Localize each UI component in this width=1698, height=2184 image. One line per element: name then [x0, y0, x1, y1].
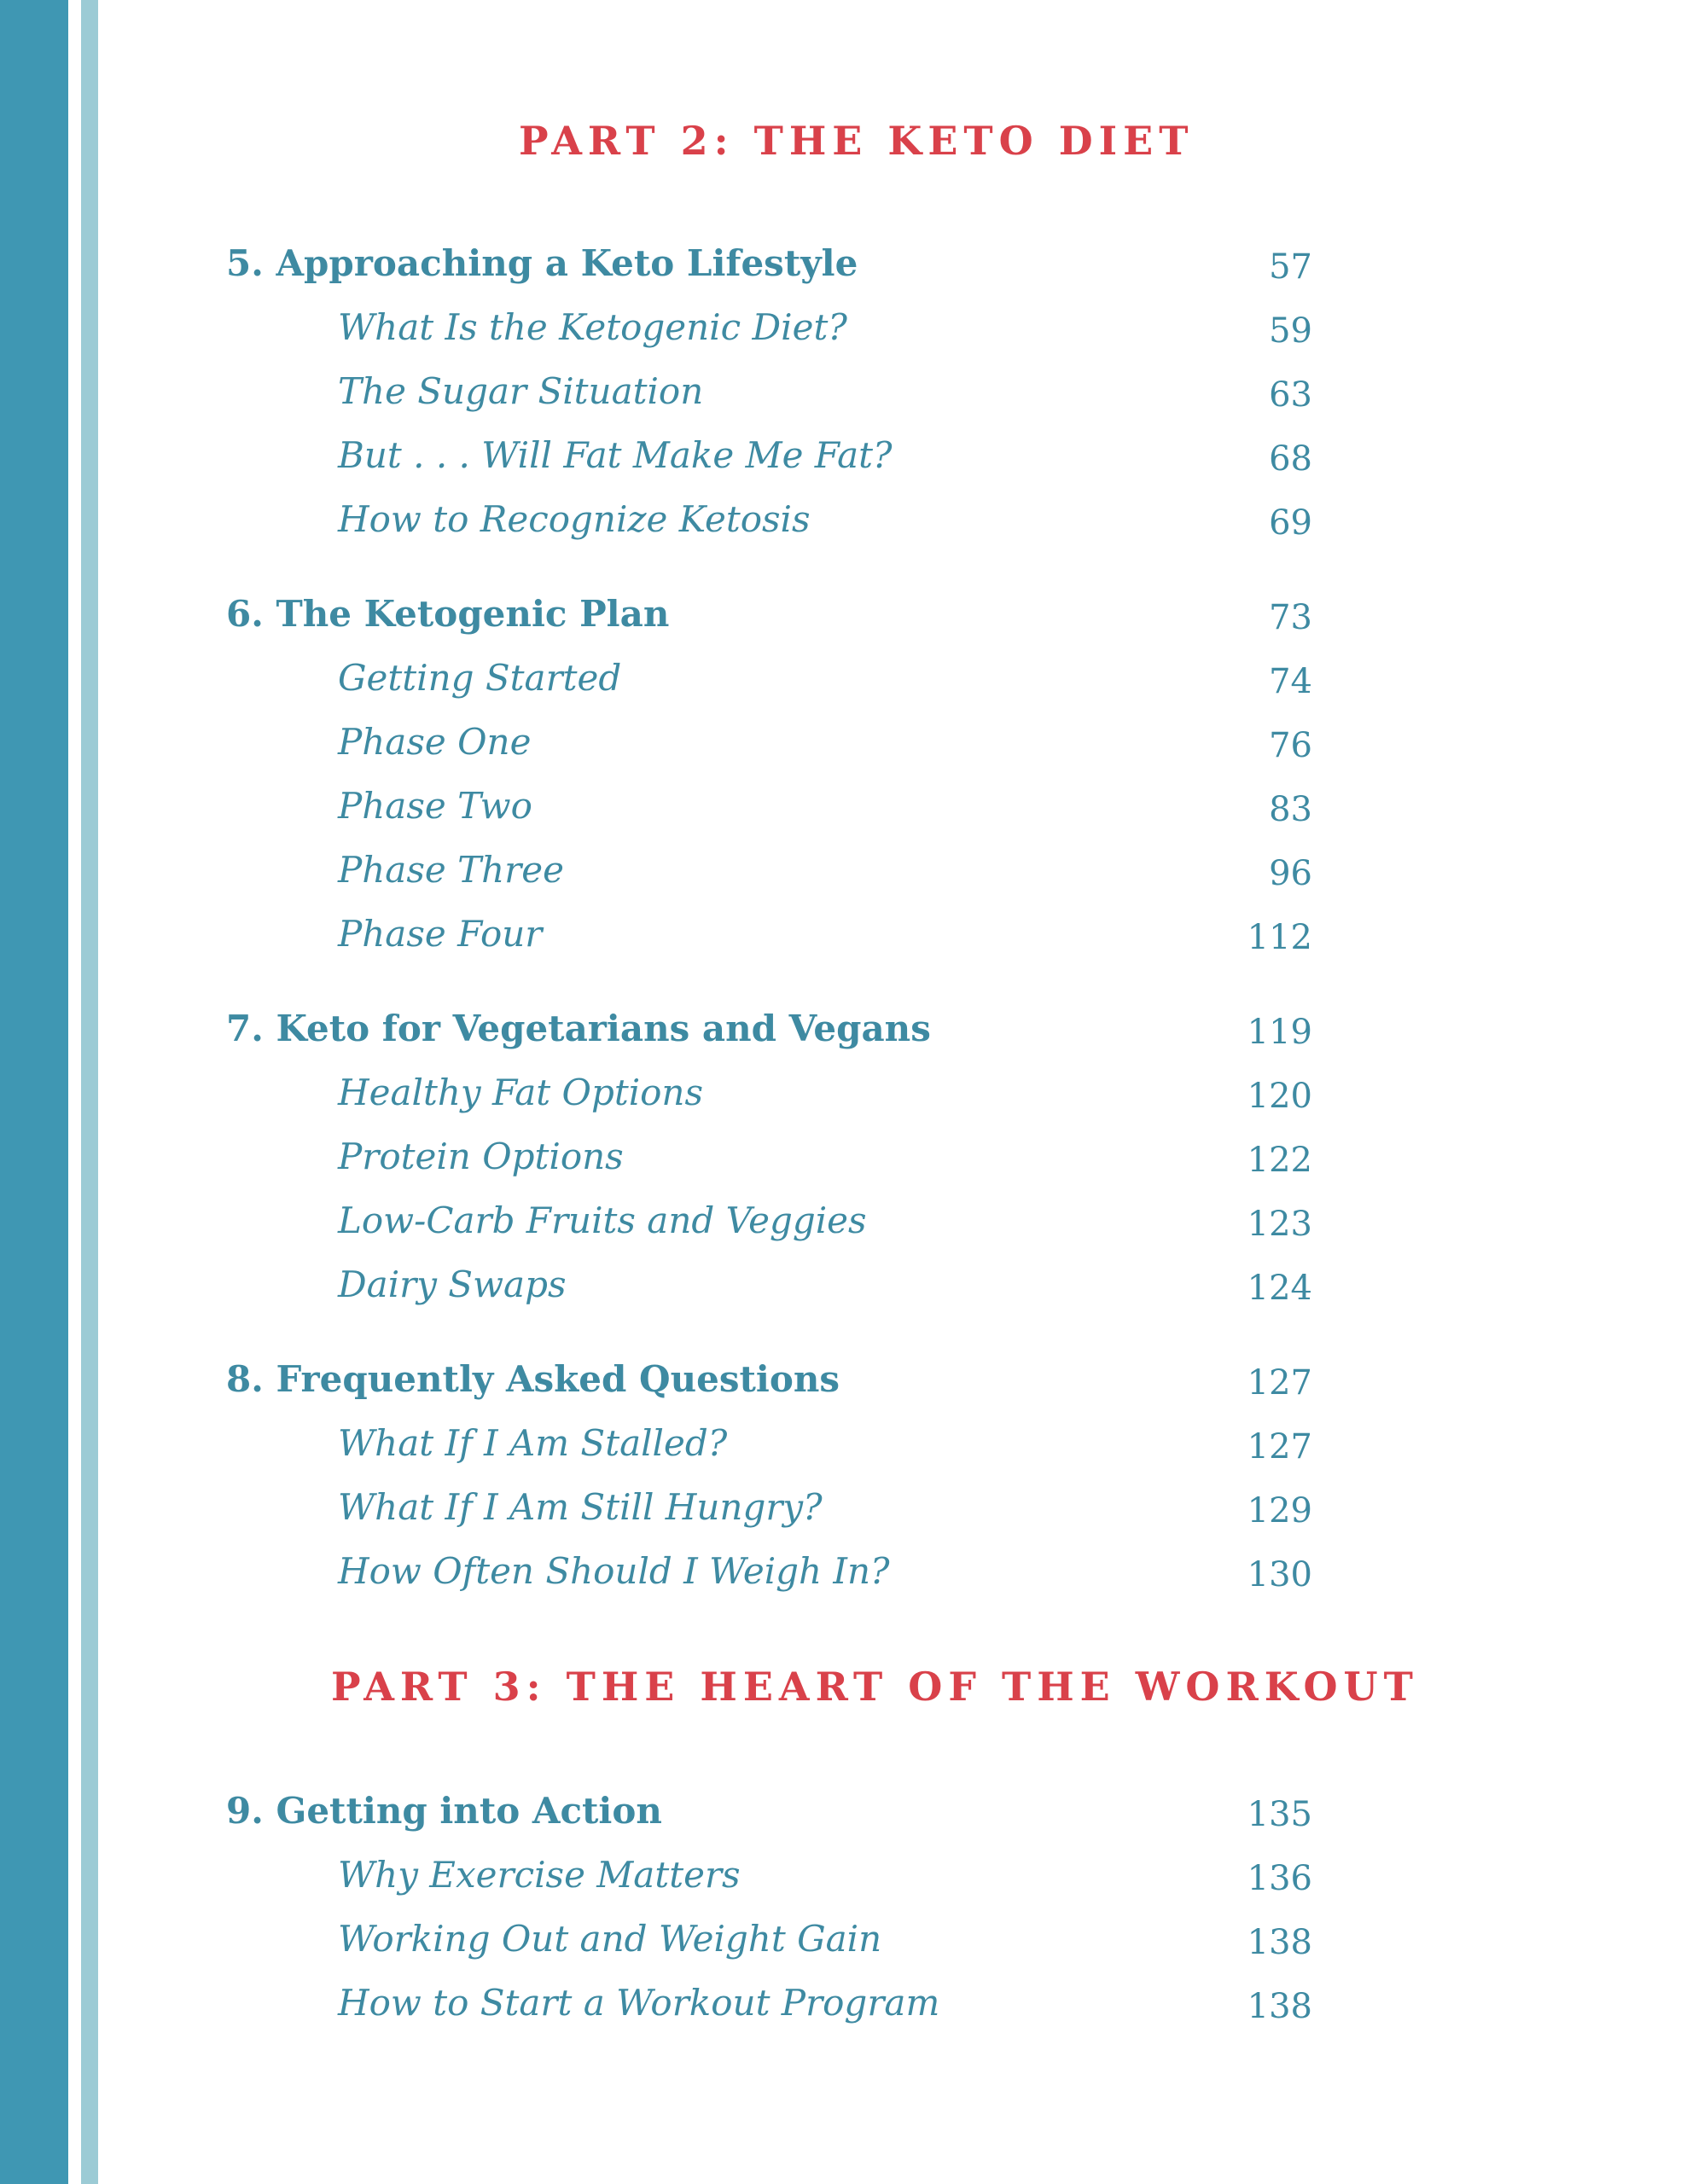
section-title: What Is the Ketogenic Diet?	[338, 306, 847, 348]
section-title: Phase Four	[338, 913, 543, 955]
section-page-number: 129	[1247, 1491, 1312, 1531]
chapter-title: 7. Keto for Vegetarians and Vegans	[226, 1008, 931, 1049]
section-title: How Often Should I Weigh In?	[338, 1550, 890, 1592]
section-title: Phase Three	[338, 849, 564, 891]
section-page-number: 74	[1269, 662, 1312, 701]
toc-chapter-entry[interactable]	[0, 1790, 1698, 1854]
section-page-number: 59	[1269, 311, 1312, 351]
section-page-number: 83	[1269, 790, 1312, 829]
section-page-number: 124	[1247, 1269, 1312, 1308]
toc-section-entry[interactable]	[0, 849, 1698, 913]
section-title: How to Recognize Ketosis	[338, 498, 811, 540]
toc-section-entry[interactable]	[0, 1550, 1698, 1614]
section-title: Why Exercise Matters	[338, 1854, 741, 1896]
section-page-number: 123	[1247, 1205, 1312, 1244]
section-title: Protein Options	[338, 1136, 624, 1177]
toc-section-entry[interactable]	[0, 1136, 1698, 1199]
toc-section-entry[interactable]	[0, 370, 1698, 434]
toc-chapter-entry[interactable]	[0, 1358, 1698, 1422]
section-page-number: 68	[1269, 439, 1312, 479]
toc-chapter-7	[0, 1008, 1698, 1327]
toc-section-entry[interactable]	[0, 434, 1698, 498]
toc-section-entry[interactable]	[0, 657, 1698, 721]
chapter-page-number: 119	[1247, 1013, 1312, 1052]
toc-section-entry[interactable]	[0, 1918, 1698, 1982]
toc-section-entry[interactable]	[0, 1199, 1698, 1263]
toc-section-entry[interactable]	[0, 1263, 1698, 1327]
section-page-number: 138	[1247, 1987, 1312, 2026]
toc-section-entry[interactable]	[0, 721, 1698, 785]
toc-section-entry[interactable]	[0, 1854, 1698, 1918]
part-2-heading: PART 2: THE KETO DIET	[519, 118, 1195, 164]
section-page-number: 122	[1247, 1141, 1312, 1180]
chapter-title: 6. The Ketogenic Plan	[226, 593, 670, 635]
chapter-page-number: 73	[1269, 598, 1312, 637]
toc-chapter-entry[interactable]	[0, 242, 1698, 306]
section-page-number: 112	[1247, 918, 1312, 957]
chapter-page-number: 135	[1247, 1795, 1312, 1834]
section-page-number: 69	[1269, 503, 1312, 543]
chapter-title: 9. Getting into Action	[226, 1790, 662, 1832]
toc-chapter-9	[0, 1790, 1698, 2046]
section-title: How to Start a Workout Program	[338, 1982, 940, 2024]
section-title: But . . . Will Fat Make Me Fat?	[338, 434, 893, 476]
section-title: Phase Two	[338, 785, 532, 827]
section-page-number: 120	[1247, 1077, 1312, 1116]
section-page-number: 96	[1269, 854, 1312, 893]
toc-section-entry[interactable]	[0, 306, 1698, 370]
section-title: Low-Carb Fruits and Veggies	[338, 1199, 867, 1241]
chapter-page-number: 127	[1247, 1363, 1312, 1403]
section-page-number: 130	[1247, 1555, 1312, 1594]
section-title: The Sugar Situation	[338, 370, 704, 412]
toc-chapter-5	[0, 242, 1698, 562]
section-page-number: 138	[1247, 1923, 1312, 1962]
toc-section-entry[interactable]	[0, 785, 1698, 849]
toc-section-entry[interactable]	[0, 1486, 1698, 1550]
section-page-number: 63	[1269, 375, 1312, 415]
chapter-title: 8. Frequently Asked Questions	[226, 1358, 840, 1400]
section-title: Healthy Fat Options	[338, 1072, 704, 1113]
part-3-heading: PART 3: THE HEART OF THE WORKOUT	[331, 1664, 1419, 1710]
section-page-number: 127	[1247, 1427, 1312, 1467]
toc-section-entry[interactable]	[0, 1422, 1698, 1486]
toc-chapter-6	[0, 593, 1698, 977]
section-page-number: 136	[1247, 1859, 1312, 1898]
section-title: Phase One	[338, 721, 532, 763]
section-title: What If I Am Stalled?	[338, 1422, 728, 1464]
section-title: Dairy Swaps	[338, 1263, 567, 1305]
toc-chapter-entry[interactable]	[0, 593, 1698, 657]
section-title: Getting Started	[338, 657, 622, 699]
toc-section-entry[interactable]	[0, 1072, 1698, 1136]
toc-section-entry[interactable]	[0, 913, 1698, 977]
chapter-page-number: 57	[1269, 247, 1312, 287]
section-page-number: 76	[1269, 726, 1312, 765]
chapter-title: 5. Approaching a Keto Lifestyle	[226, 242, 858, 284]
toc-section-entry[interactable]	[0, 498, 1698, 562]
section-title: Working Out and Weight Gain	[338, 1918, 882, 1960]
section-title: What If I Am Still Hungry?	[338, 1486, 823, 1528]
toc-chapter-8	[0, 1358, 1698, 1614]
toc-chapter-entry[interactable]	[0, 1008, 1698, 1072]
toc-section-entry[interactable]	[0, 1982, 1698, 2046]
